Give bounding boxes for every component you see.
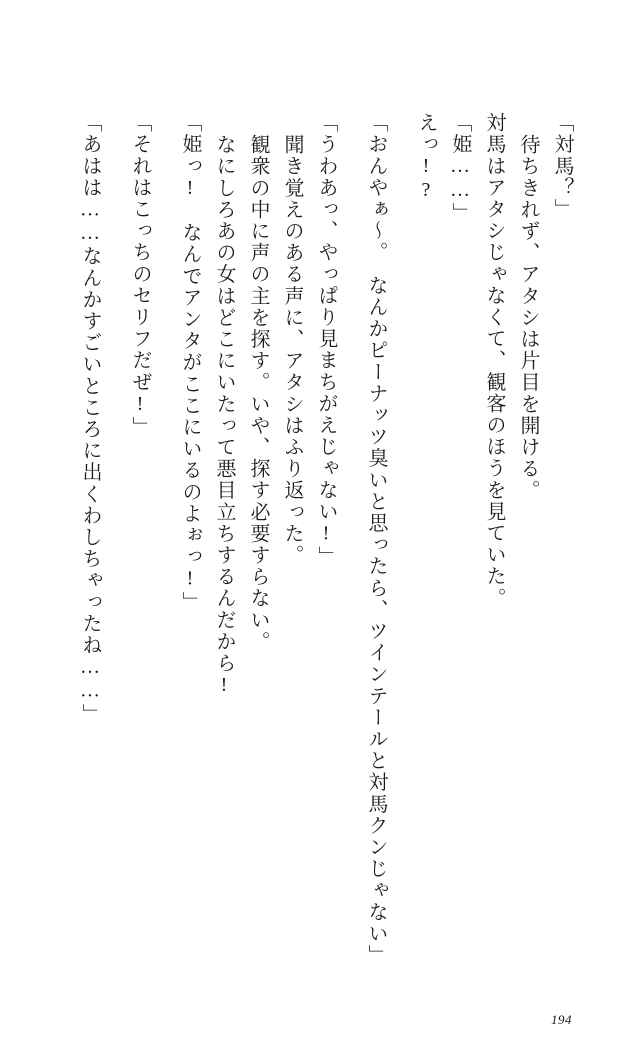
text-line: えっ!? xyxy=(415,112,437,203)
text-line: 「うわあっ、やっぱり見まちがえじゃない!」 xyxy=(315,112,337,568)
page-number: 194 xyxy=(551,1012,572,1027)
text-line: 「それはこっちのセリフだぜ!」 xyxy=(129,112,151,438)
text-line: 「姫っ! なんでアンタがここにいるのよぉっ!」 xyxy=(179,112,201,613)
text-line: 「あはは……なんかすごいところに出くわしちゃったね……」 xyxy=(79,112,101,725)
text-line: 待ちきれず、アタシは片目を開ける。 xyxy=(517,134,539,502)
text-line: 聞き覚えのある声に、アタシはふり返った。 xyxy=(281,134,303,566)
vertical-text-block xyxy=(54,112,572,990)
text-line: 「対馬？」 xyxy=(551,112,573,220)
text-line: 「おんやぁ～。 なんかピーナッツ臭いと思ったら、ツインテールと対馬クンじゃない」 xyxy=(365,112,387,966)
text-line: 「姫……」 xyxy=(449,112,471,224)
text-line: なにしろあの女はどこにいたって悪目立ちするんだから! xyxy=(213,134,235,698)
text-line: 対馬はアタシじゃなくて、観客のほうを見ていた。 xyxy=(483,112,505,609)
text-line: 観衆の中に声の主を探す。いや、探す必要すらない。 xyxy=(247,134,269,653)
